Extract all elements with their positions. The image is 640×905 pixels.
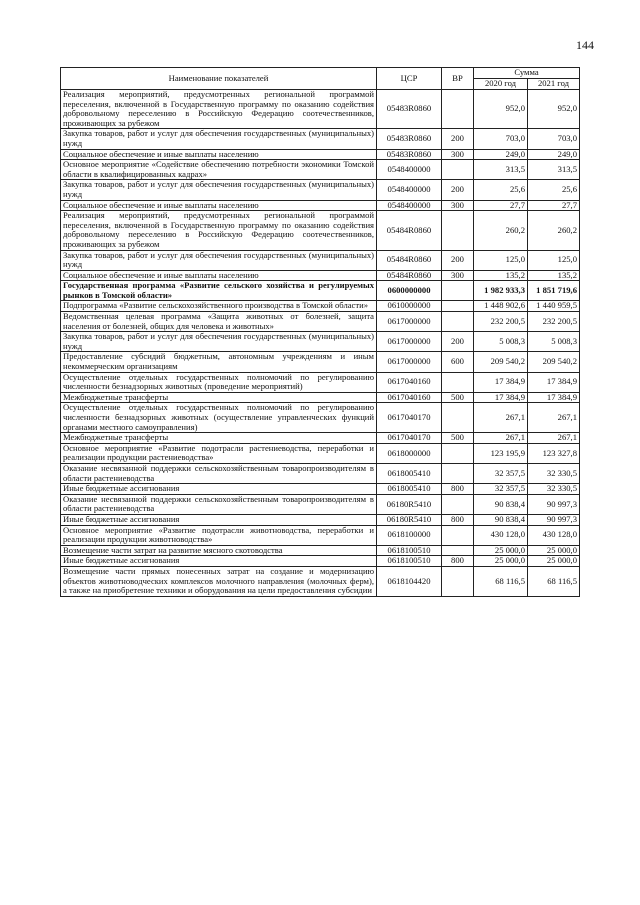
row-2020: 90 838,4 [474,514,528,525]
row-csr: 0617040160 [377,372,442,392]
row-2021: 17 384,9 [528,392,580,403]
row-name: Социальное обеспечение и иные выплаты населению [61,270,377,281]
row-name: Возмещение части затрат на развитие мясного скотоводства [61,545,377,556]
row-2020: 17 384,9 [474,372,528,392]
row-2021: 32 330,5 [528,484,580,495]
row-2021: 703,0 [528,129,580,149]
row-2021: 123 327,8 [528,443,580,463]
row-2020: 232 200,5 [474,312,528,332]
row-name: Основное мероприятие «Развитие подотрасли растениеводства, переработки и реализации продукции растениеводства» [61,443,377,463]
row-vr [442,372,474,392]
row-name: Подпрограмма «Развитие сельскохозяйственного производства в Томской области» [61,301,377,312]
table-row [61,525,580,545]
row-csr: 0617040160 [377,392,442,403]
row-name: Закупка товаров, работ и услуг для обеспечения государственных (муниципальных) нужд [61,180,377,200]
table-row [61,514,580,525]
row-2020: 313,5 [474,160,528,180]
table-row [61,433,580,444]
row-2021: 430 128,0 [528,525,580,545]
row-csr: 0617000000 [377,332,442,352]
row-2020: 17 384,9 [474,392,528,403]
row-name: Осуществление отдельных государственных полномочий по регулированию численности безнадзорных животных (осуществление управленческих функций органами местного самоуправления) [61,403,377,433]
header-year-2021: 2021 год [528,79,580,90]
row-csr: 05484R0860 [377,250,442,270]
table-row [61,270,580,281]
table-row [61,372,580,392]
header-year-2020: 2020 год [474,79,528,90]
table-row [61,281,580,301]
row-vr [442,494,474,514]
row-vr: 800 [442,514,474,525]
row-vr [442,211,474,250]
row-csr: 0617040170 [377,403,442,433]
row-2021: 952,0 [528,90,580,129]
table-row [61,545,580,556]
budget-table [60,67,580,597]
table-row [61,90,580,129]
table-row [61,250,580,270]
row-2020: 32 357,5 [474,484,528,495]
row-name: Социальное обеспечение и иные выплаты населению [61,200,377,211]
row-csr: 0618005410 [377,484,442,495]
table-row [61,149,580,160]
row-name: Осуществление отдельных государственных полномочий по регулированию численности безнадзорных животных (проведение мероприятий) [61,372,377,392]
row-2021: 232 200,5 [528,312,580,332]
row-vr [442,525,474,545]
row-2020: 25 000,0 [474,556,528,567]
row-name: Реализация мероприятий, предусмотренных региональной программой переселения, включенной в Государственную программу по оказанию содействия добровольному переселению в Российскую Федерацию соотечественников, проживающих за рубежом [61,90,377,129]
row-csr: 05484R0860 [377,270,442,281]
table-row [61,301,580,312]
row-vr: 200 [442,129,474,149]
row-name: Закупка товаров, работ и услуг для обеспечения государственных (муниципальных) нужд [61,129,377,149]
row-vr [442,312,474,332]
table-body [61,90,580,597]
row-name: Оказание несвязанной поддержки сельскохозяйственным товаропроизводителям в области растениеводства [61,463,377,483]
row-name: Социальное обеспечение и иные выплаты населению [61,149,377,160]
row-2021: 209 540,2 [528,352,580,372]
row-2021: 90 997,3 [528,494,580,514]
row-csr: 0618005410 [377,463,442,483]
row-csr: 0618104420 [377,566,442,596]
row-csr: 0548400000 [377,160,442,180]
row-2020: 123 195,9 [474,443,528,463]
row-2021: 68 116,5 [528,566,580,596]
row-2020: 1 982 933,3 [474,281,528,301]
row-vr [442,443,474,463]
row-vr: 500 [442,392,474,403]
table-row [61,129,580,149]
row-vr: 300 [442,149,474,160]
row-2021: 267,1 [528,403,580,433]
header-csr: ЦСР [377,68,442,90]
row-name: Закупка товаров, работ и услуг для обеспечения государственных (муниципальных) нужд [61,250,377,270]
table-row [61,180,580,200]
row-2021: 90 997,3 [528,514,580,525]
row-vr: 600 [442,352,474,372]
table-row [61,484,580,495]
row-2021: 260,2 [528,211,580,250]
row-2020: 430 128,0 [474,525,528,545]
row-name: Основное мероприятие «Развитие подотрасли животноводства, переработки и реализации продукции животноводства» [61,525,377,545]
row-2020: 952,0 [474,90,528,129]
row-csr: 05483R0860 [377,129,442,149]
row-vr [442,463,474,483]
row-csr: 0618000000 [377,443,442,463]
row-csr: 0618100510 [377,556,442,567]
row-2020: 32 357,5 [474,463,528,483]
row-vr [442,90,474,129]
header-name: Наименование показателей [61,68,377,90]
table-row [61,494,580,514]
row-name: Иные бюджетные ассигнования [61,484,377,495]
row-vr: 200 [442,332,474,352]
row-name: Межбюджетные трансферты [61,392,377,403]
row-csr: 0618100000 [377,525,442,545]
table-row [61,200,580,211]
row-2021: 32 330,5 [528,463,580,483]
row-2021: 5 008,3 [528,332,580,352]
row-name: Основное мероприятие «Содействие обеспечению потребности экономики Томской области в квалифицированных кадрах» [61,160,377,180]
row-vr [442,301,474,312]
row-2020: 125,0 [474,250,528,270]
row-2021: 267,1 [528,433,580,444]
header-vr: ВР [442,68,474,90]
row-name: Закупка товаров, работ и услуг для обеспечения государственных (муниципальных) нужд [61,332,377,352]
table-row [61,443,580,463]
table-row [61,403,580,433]
row-name: Оказание несвязанной поддержки сельскохозяйственным товаропроизводителям в области растениеводства [61,494,377,514]
row-vr [442,281,474,301]
row-csr: 0618100510 [377,545,442,556]
row-csr: 05483R0860 [377,90,442,129]
row-2021: 135,2 [528,270,580,281]
table-row [61,556,580,567]
table-row [61,566,580,596]
row-2021: 1 851 719,6 [528,281,580,301]
row-vr: 300 [442,200,474,211]
row-csr: 0600000000 [377,281,442,301]
row-csr: 05483R0860 [377,149,442,160]
row-2021: 17 384,9 [528,372,580,392]
row-2020: 703,0 [474,129,528,149]
row-vr: 500 [442,433,474,444]
row-vr: 800 [442,556,474,567]
table-row [61,332,580,352]
table-row [61,352,580,372]
row-csr: 0548400000 [377,180,442,200]
row-name: Государственная программа «Развитие сельского хозяйства и регулируемых рынков в Томской области» [61,281,377,301]
row-csr: 06180R5410 [377,494,442,514]
table-row [61,392,580,403]
table-row [61,160,580,180]
row-2021: 25 000,0 [528,556,580,567]
row-2020: 27,7 [474,200,528,211]
row-csr: 0617000000 [377,312,442,332]
row-2021: 25,6 [528,180,580,200]
row-vr [442,545,474,556]
row-csr: 06180R5410 [377,514,442,525]
row-2020: 68 116,5 [474,566,528,596]
row-name: Ведомственная целевая программа «Защита животных от болезней, защита населения от болезней, общих для человека и животных» [61,312,377,332]
row-vr: 200 [442,180,474,200]
row-2021: 125,0 [528,250,580,270]
row-vr: 200 [442,250,474,270]
row-2020: 267,1 [474,403,528,433]
row-2020: 249,0 [474,149,528,160]
row-csr: 0610000000 [377,301,442,312]
row-vr [442,403,474,433]
page-number: 144 [576,38,594,52]
row-name: Иные бюджетные ассигнования [61,556,377,567]
row-csr: 05484R0860 [377,211,442,250]
table-row [61,312,580,332]
table-row [61,211,580,250]
header-sum: Сумма [474,68,580,79]
row-2020: 25,6 [474,180,528,200]
row-2020: 135,2 [474,270,528,281]
row-2021: 25 000,0 [528,545,580,556]
row-csr: 0548400000 [377,200,442,211]
row-name: Возмещение части прямых понесенных затрат на создание и модернизацию объектов животноводческих комплексов молочного направления (молочных ферм), а также на приобретение техники и оборудования на цели предоставления субсидии [61,566,377,596]
row-vr [442,160,474,180]
row-2021: 249,0 [528,149,580,160]
row-2020: 5 008,3 [474,332,528,352]
row-2021: 313,5 [528,160,580,180]
row-vr: 300 [442,270,474,281]
row-csr: 0617040170 [377,433,442,444]
row-name: Предоставление субсидий бюджетным, автономным учреждениям и иным некоммерческим организациям [61,352,377,372]
row-2020: 25 000,0 [474,545,528,556]
row-vr [442,566,474,596]
row-csr: 0617000000 [377,352,442,372]
row-2020: 267,1 [474,433,528,444]
row-2020: 209 540,2 [474,352,528,372]
row-2021: 27,7 [528,200,580,211]
table-header [61,68,580,90]
row-2020: 260,2 [474,211,528,250]
row-2021: 1 440 959,5 [528,301,580,312]
row-vr: 800 [442,484,474,495]
row-2020: 1 448 902,6 [474,301,528,312]
row-name: Межбюджетные трансферты [61,433,377,444]
row-name: Реализация мероприятий, предусмотренных региональной программой переселения, включенной в Государственную программу по оказанию содействия добровольному переселению в Российскую Федерацию соотечественников, проживающих за рубежом [61,211,377,250]
row-2020: 90 838,4 [474,494,528,514]
row-name: Иные бюджетные ассигнования [61,514,377,525]
table-row [61,463,580,483]
